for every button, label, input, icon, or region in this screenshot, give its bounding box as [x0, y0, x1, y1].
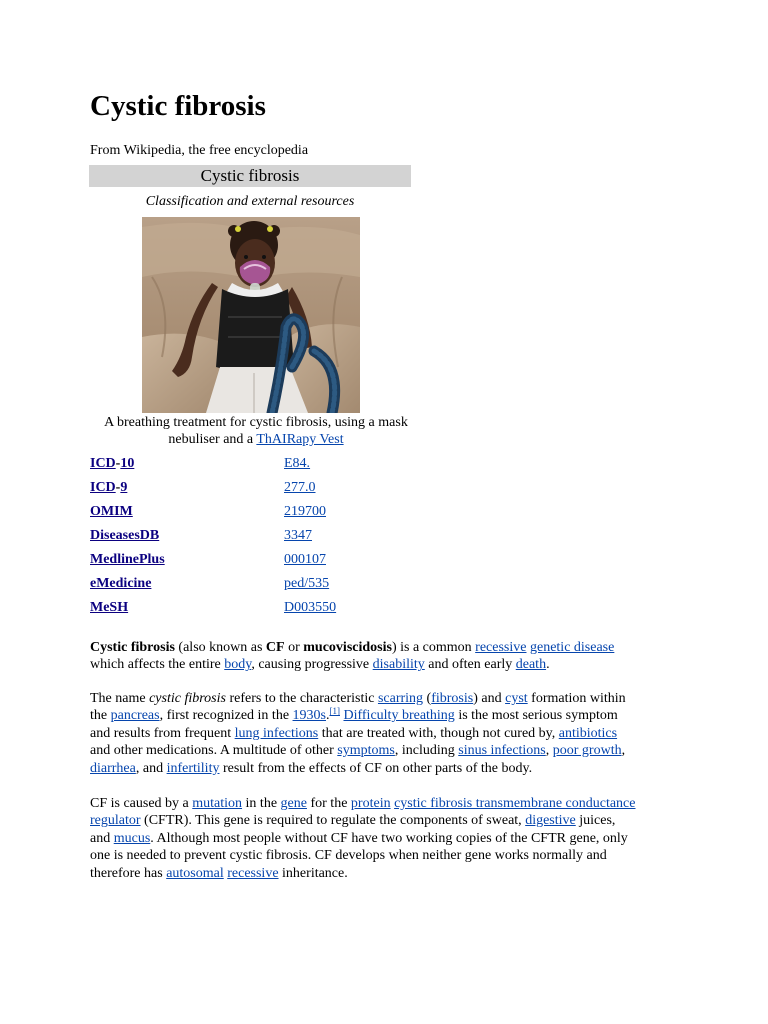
inline-link[interactable]: fibrosis — [431, 691, 474, 706]
infobox-code-value-link[interactable]: 277.0 — [284, 480, 316, 495]
infobox-code-key-link[interactable]: OMIM — [90, 504, 133, 519]
paragraph-text: which affects the entire — [90, 657, 225, 673]
inline-link[interactable]: recessive — [475, 640, 527, 655]
paragraph-text: is the most serious symptom — [454, 708, 618, 724]
infobox-codes — [90, 455, 410, 623]
paragraph-text: formation within — [527, 691, 626, 706]
paragraph-text: and other medications. A multitude of other — [90, 743, 338, 759]
infobox-subtitle: Classification and external resources — [145, 194, 355, 209]
infobox-code-key-link[interactable]: 9 — [120, 480, 128, 495]
infobox-code-value-link[interactable]: E84. — [284, 456, 311, 471]
inline-link[interactable]: disability — [372, 657, 425, 673]
inline-link[interactable]: autosomal — [166, 865, 224, 881]
paragraph-text: , first recognized in the — [159, 708, 293, 724]
paragraph-text: one is needed to prevent cystic fibrosis. CF develops when neither gene works normally and — [90, 848, 607, 864]
infobox-code-key-link[interactable]: 10 — [120, 456, 135, 471]
reference-superscript — [329, 706, 340, 716]
paragraph-text: juices, — [575, 813, 616, 829]
paragraph-text: ) and — [473, 691, 506, 706]
inline-link[interactable]: scarring — [377, 691, 424, 706]
infobox-code-key-link[interactable]: MedlinePlus — [90, 552, 165, 567]
paragraph-text: or — [284, 640, 304, 655]
page-title: Cystic fibrosis — [90, 90, 266, 122]
paragraph-text: the — [90, 708, 111, 724]
paragraph-text: , — [545, 743, 553, 759]
inline-link[interactable]: poor growth — [552, 743, 622, 759]
inline-link[interactable]: diarrhea — [90, 760, 136, 776]
infobox-code-value-link[interactable]: 3347 — [284, 528, 312, 543]
inline-link[interactable]: mutation — [192, 796, 243, 811]
infobox-code-key-link[interactable]: eMedicine — [90, 576, 152, 591]
infobox-code-separator: - — [115, 456, 121, 471]
infobox-code-row — [90, 599, 410, 623]
inline-link[interactable]: digestive — [525, 813, 576, 829]
infobox-code-row — [90, 551, 410, 575]
infobox-code-key-link[interactable]: DiseasesDB — [90, 528, 160, 543]
paragraph-text: for the — [306, 796, 351, 811]
inline-link[interactable]: gene — [280, 796, 307, 811]
paragraph-text: refers to the characteristic — [225, 691, 378, 706]
paragraph-cause — [90, 795, 690, 882]
paragraph-name — [90, 690, 690, 777]
inline-link[interactable]: symptoms — [337, 743, 395, 759]
reference-link[interactable]: [1] — [329, 706, 340, 717]
inline-link[interactable]: antibiotics — [558, 725, 618, 741]
infobox-code-key — [90, 575, 151, 593]
infobox-code-row — [90, 575, 410, 599]
paragraph-text: , — [621, 743, 626, 759]
infobox-code-key-link[interactable]: ICD — [90, 456, 116, 471]
infobox-code-key-link[interactable]: ICD — [90, 480, 116, 495]
paragraph-text: , causing progressive — [251, 657, 373, 673]
bold-term: mucoviscidosis — [303, 640, 392, 655]
caption-link-thairapy-vest[interactable]: ThAIRapy Vest — [256, 432, 344, 447]
infobox-caption — [89, 414, 423, 448]
inline-link[interactable]: Difficulty breathing — [343, 708, 455, 724]
paragraph-text: and often early — [424, 657, 516, 673]
inline-link[interactable]: death — [515, 657, 547, 673]
infobox-code-row — [90, 479, 410, 503]
paragraph-text: ( — [423, 691, 432, 706]
inline-link[interactable]: cyst — [505, 691, 528, 706]
paragraph-text: , including — [394, 743, 459, 759]
infobox-code-row — [90, 455, 410, 479]
site-subtitle: From Wikipedia, the free encyclopedia — [90, 143, 309, 158]
infobox-code-key — [90, 455, 134, 473]
infobox-code-key — [90, 479, 127, 497]
bold-term: CF — [265, 640, 285, 655]
breathing-treatment-photo — [142, 217, 360, 413]
infobox-code-value-link[interactable]: D003550 — [284, 600, 337, 615]
infobox-code-key — [90, 503, 133, 521]
paragraph-text: result from the effects of CF on other parts of the body. — [219, 760, 533, 776]
paragraph-text: that are treated with, though not cured by, — [318, 725, 559, 741]
inline-link[interactable]: lung infections — [234, 725, 319, 741]
infobox-code-key — [90, 527, 159, 545]
paragraph-text: (also known as — [174, 640, 266, 655]
infobox-photo[interactable] — [142, 217, 360, 413]
infobox-code-row — [90, 503, 410, 527]
paragraph-text: inheritance. — [278, 865, 348, 881]
paragraph-text: , and — [135, 760, 167, 776]
infobox-code-key — [90, 599, 128, 617]
bold-term: Cystic fibrosis — [90, 640, 175, 655]
infobox-code-value-link[interactable]: 219700 — [284, 504, 326, 519]
infobox-code-separator: - — [115, 480, 121, 495]
infobox-code-key-link[interactable]: MeSH — [90, 600, 129, 615]
paragraph-text: . — [325, 708, 330, 724]
paragraph-text: and — [90, 830, 114, 846]
inline-link[interactable]: sinus infections — [458, 743, 546, 759]
paragraph-text: ) is a common — [391, 640, 476, 655]
inline-link[interactable]: pancreas — [110, 708, 160, 724]
infobox-code-row — [90, 527, 410, 551]
inline-link[interactable]: 1930s — [292, 708, 326, 724]
paragraph-text: CF is caused by a — [90, 796, 193, 811]
paragraph-text: and results from frequent — [90, 725, 235, 741]
paragraph-intro — [90, 639, 690, 674]
paragraph-text: (CFTR). This gene is required to regulate the components of sweat, — [140, 813, 526, 829]
paragraph-text: . — [546, 657, 550, 673]
inline-link[interactable]: infertility — [166, 760, 220, 776]
italic-term: cystic fibrosis — [149, 691, 226, 706]
paragraph-text: in the — [242, 796, 281, 811]
infobox-code-key — [90, 551, 165, 569]
inline-link[interactable]: genetic disease — [529, 640, 615, 655]
inline-link[interactable]: protein — [350, 796, 391, 811]
inline-link[interactable]: body — [224, 657, 252, 673]
paragraph-text: therefore has — [90, 865, 167, 881]
inline-link[interactable]: cystic fibrosis transmembrane conductance — [394, 796, 636, 811]
infobox-code-value-link[interactable]: 000107 — [284, 552, 326, 567]
inline-link[interactable]: recessive — [227, 865, 279, 881]
paragraph-text: The name — [90, 691, 150, 706]
caption-text: A breathing treatment for cystic fibrosis, using a mask nebuliser and a — [104, 415, 408, 447]
inline-link[interactable]: regulator — [90, 813, 141, 829]
inline-link[interactable]: mucus — [113, 830, 151, 846]
infobox-code-value-link[interactable]: ped/535 — [284, 576, 330, 591]
paragraph-text: . Although most people without CF have two working copies of the CFTR gene, only — [150, 830, 628, 846]
infobox-title: Cystic fibrosis — [89, 165, 411, 187]
